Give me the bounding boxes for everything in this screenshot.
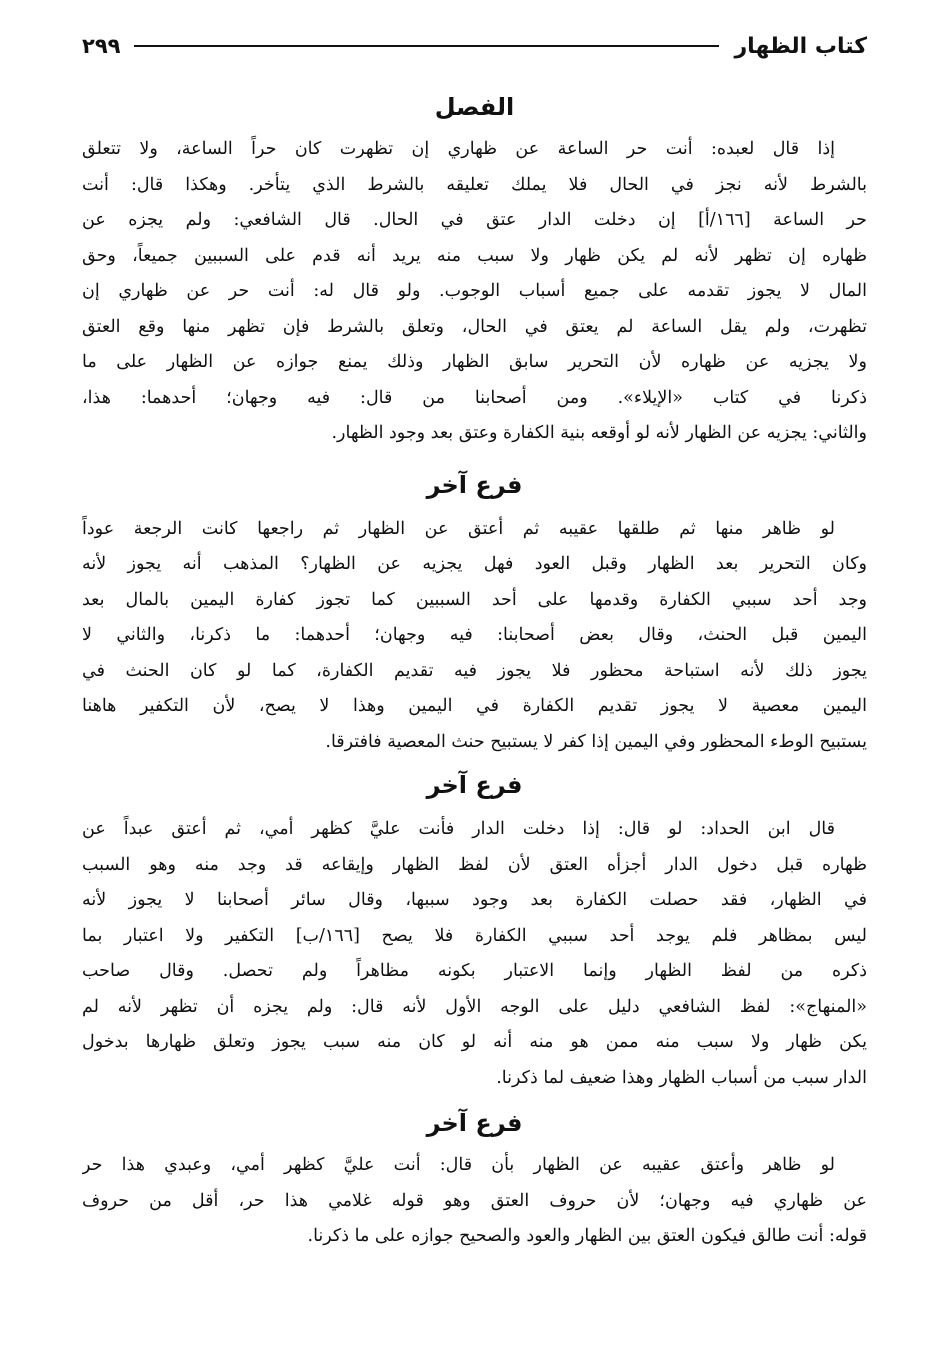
- text-line: في الظهار، فقد حصلت الكفارة بعد وجود سببها، وقال سائر أصحابنا لا يجوز لأنه: [82, 890, 867, 910]
- text-line: قوله: أنت طالق فيكون العتق بين الظهار والعود والصحيح جوازه على ما ذكرنا.: [307, 1226, 867, 1246]
- running-head-title: كتاب الظهار: [734, 33, 867, 59]
- section-heading: فرع آخر: [426, 1109, 523, 1137]
- text-line: عن ظهاري فيه وجهان؛ لأن حروف العتق وهو قوله غلامي هذا حر، أقل من حروف: [82, 1190, 867, 1211]
- text-line: المال لا يجوز تقدمه على جميع أسباب الوجوب. ولو قال له: أنت حر عن ظهاري إن: [82, 281, 867, 301]
- text-line: إذا قال لعبده: أنت حر الساعة عن ظهاري إن تظهرت كان حراً الساعة، ولا تتعلق: [82, 139, 835, 159]
- text-line: ذكرنا في كتاب «الإيلاء». ومن أصحابنا من قال: فيه وجهان؛ أحدهما: هذا،: [82, 387, 867, 408]
- section-heading: فرع آخر: [426, 771, 523, 799]
- paragraph: [82, 1148, 867, 1255]
- paragraph: [82, 132, 867, 452]
- text-line: «المنهاج»: لفظ الشافعي دليل على الوجه الأول لأنه قال: ولم يجزه أن تظهر لأنه لم: [82, 996, 867, 1017]
- paragraph: [82, 512, 867, 761]
- text-line: لو ظاهر منها ثم طلقها عقيبه ثم أعتق عن الظهار ثم راجعها كانت الرجعة عوداً: [82, 518, 835, 539]
- text-line: اليمين قبل الحنث، وقال بعض أصحابنا: فيه وجهان؛ أحدهما: ما ذكرنا، والثاني لا: [82, 625, 867, 645]
- text-line: وجد أحد سببي الكفارة وقدمها على أحد السببين كما تجوز كفارة اليمين بالمال بعد: [82, 589, 867, 610]
- text-line: ليس بمظاهر فلم يوجد أحد سببي الكفارة فلا يصح [١٦٦/ب] التكفير ولا اعتبار بما: [82, 925, 867, 946]
- section-heading: فرع آخر: [426, 470, 523, 499]
- text-line: وكان التحرير بعد الظهار وقبل العود فهل يجزيه عن الظهار؟ المذهب أنه يجوز لأنه: [82, 554, 867, 574]
- text-line: يجوز ذلك لأنه استباحة محظور فلا يجوز فيه تقديم الكفارة، كما لو كان الحنث في: [82, 660, 867, 681]
- text-line: قال ابن الحداد: لو قال: إذا دخلت الدار فأنت عليَّ كظهر أمي، ثم أعتق عبداً عن: [82, 819, 835, 839]
- text-line: الدار سبب من أسباب الظهار وهذا ضعيف لما ذكرنا.: [496, 1067, 867, 1088]
- text-line: يستبيح الوطء المحظور وفي اليمين إذا كفر لا يستبيح حنث المعصية فافترقا.: [325, 731, 867, 752]
- text-line: اليمين معصية لا يجوز تقديم الكفارة في اليمين وهذا لا يصح، لأن التكفير هاهنا: [82, 696, 867, 716]
- running-head-rule: [134, 45, 718, 47]
- text-line: والثاني: يجزيه عن الظهار لأنه لو أوقعه بنية الكفارة وعتق بعد وجود الظهار.: [331, 423, 867, 443]
- text-line: ولا يجزيه عن ظهاره لأن التحرير سابق الظهار وذلك يمنع جوازه عن الظهار على ما: [82, 352, 867, 372]
- text-line: حر الساعة [١٦٦/أ] إن دخلت الدار عتق في الحال. قال الشافعي: ولم يجزه عن: [82, 210, 867, 230]
- text-line: بالشرط لأنه نجز في الحال فلا يملك تعليقه بالشرط الذي يتأخر. وهكذا قال: أنت: [82, 174, 867, 195]
- text-line: يكن ظهار ولا سبب منه ممن هو منه أنه لو كان منه سبب يجوز وتعلق ظهارها بدخول: [82, 1032, 867, 1052]
- page-number: ٢٩٩: [82, 34, 121, 58]
- text-line: تظهرت، ولم يقل الساعة لم يعتق في الحال، وتعلق بالشرط فإن تظهر منها وقع العتق: [82, 316, 867, 337]
- text-line: ذكره من لفظ الظهار وإنما الاعتبار بكونه مظاهراً ولم تحصل. وقال صاحب: [82, 961, 867, 981]
- text-line: ظهاره قبل دخول الدار أجزأه العتق لأن لفظ الظهار وإيقاعه قد وجد منه وهو السبب: [82, 854, 867, 875]
- running-head: [82, 26, 867, 66]
- text-line: ظهاره إن تظهر لأنه لم يكن ظهار ولا سبب منه يريد أنه قدم على السببين جميعاً، وحق: [82, 245, 867, 266]
- section-heading: الفصل: [434, 93, 515, 121]
- paragraph: [82, 812, 867, 1096]
- text-line: لو ظاهر وأعتق عقيبه عن الظهار بأن قال: أنت عليَّ كظهر أمي، وعبدي هذا حر: [82, 1155, 835, 1175]
